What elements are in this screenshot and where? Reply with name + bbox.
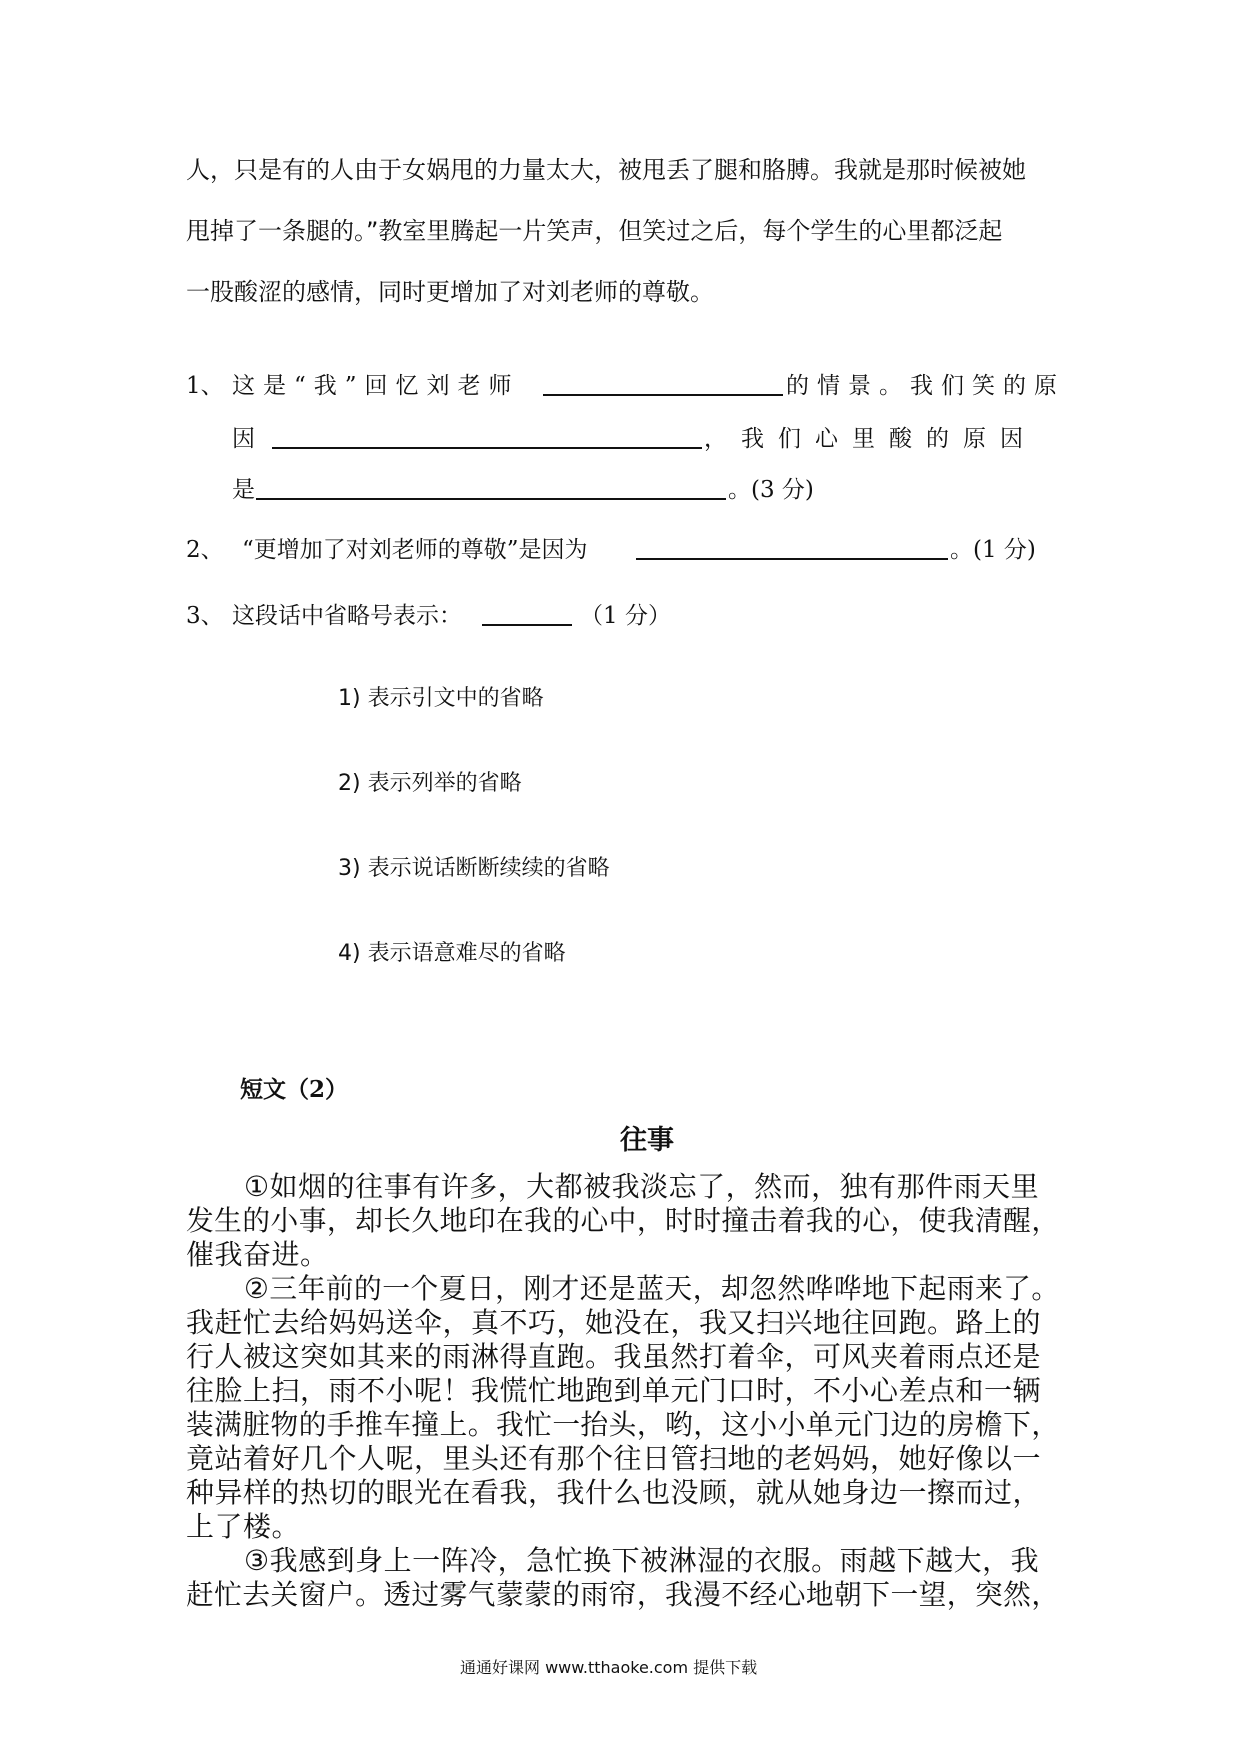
question-1-text-a: 这是“我”回忆刘老师 [232, 373, 520, 399]
question-3-score: （1 分） [580, 603, 671, 629]
story-line-5: 我赶忙去给妈妈送伞，真不巧，她没在，我又扫兴地往回跑。路上的 [186, 1306, 1042, 1339]
story-line-3: 催我奋进。 [186, 1238, 329, 1271]
passage1-line-1: 人，只是有的人由于女娲甩的力量太大，被甩丢了腿和胳膊。我就是那时候被她 [186, 156, 1026, 184]
question-1-blank-3[interactable] [256, 474, 726, 500]
question-1-number: 1、 [186, 373, 224, 399]
story-line-1: ①如烟的往事有许多，大都被我淡忘了，然而，独有那件雨天里 [244, 1170, 1040, 1203]
question-3-number: 3、 [186, 603, 224, 629]
option-2: 2) 表示列举的省略 [338, 771, 522, 796]
story-line-7: 往脸上扫，雨不小呢！我慌忙地跑到单元门口时，不小心差点和一辆 [186, 1374, 1042, 1407]
question-2-blank[interactable] [636, 534, 948, 560]
story-line-2: 发生的小事，却长久地印在我的心中，时时撞击着我的心，使我清醒， [186, 1204, 1060, 1237]
question-2-score: 。(1 分) [950, 537, 1036, 563]
story-line-10: 种异样的热切的眼光在看我，我什么也没顾，就从她身边一擦而过， [186, 1476, 1042, 1509]
story-line-13: 赶忙去关窗户。透过雾气蒙蒙的雨帘，我漫不经心地朝下一望，突然， [186, 1578, 1060, 1611]
question-1-blank-2[interactable] [272, 423, 702, 449]
story-line-8: 装满脏物的手推车撞上。我忙一抬头，哟，这小小单元门边的房檐下， [186, 1408, 1060, 1441]
story-line-9: 竟站着好几个人呢，里头还有那个往日管扫地的老妈妈，她好像以一 [186, 1442, 1042, 1475]
question-1-text-e: 是 [232, 477, 255, 503]
option-4: 4) 表示语意难尽的省略 [338, 941, 566, 966]
section-heading: 短文（2） [240, 1076, 349, 1103]
story-line-4: ②三年前的一个夏日，刚才还是蓝天，却忽然哗哗地下起雨来了。 [244, 1272, 1060, 1305]
question-1-score: 。(3 分) [728, 477, 814, 503]
question-1-text-c: 因 [232, 426, 255, 452]
story-line-11: 上了楼。 [186, 1510, 301, 1543]
question-1-text-d: ，我们心里酸的原因 [704, 426, 1037, 452]
page-footer: 通通好课网 www.tthaoke.com 提供下载 [460, 1658, 758, 1677]
question-1-text-b: 的情景。我们笑的原 [786, 373, 1065, 399]
story-title: 往事 [620, 1125, 674, 1156]
option-1: 1) 表示引文中的省略 [338, 686, 544, 711]
question-2-number: 2、 [186, 537, 224, 563]
story-line-6: 行人被这突如其来的雨淋得直跑。我虽然打着伞，可风夹着雨点还是 [186, 1340, 1042, 1373]
passage1-line-2: 甩掉了一条腿的。”教室里腾起一片笑声，但笑过之后，每个学生的心里都泛起 [186, 217, 1003, 245]
passage1-line-3: 一股酸涩的感情，同时更增加了对刘老师的尊敬。 [186, 278, 714, 306]
question-3-text-a: 这段话中省略号表示： [232, 603, 462, 629]
question-1-blank-1[interactable] [543, 370, 783, 396]
question-2-text-a: “更增加了对刘老师的尊敬”是因为 [242, 537, 588, 563]
story-line-12: ③我感到身上一阵冷，急忙换下被淋湿的衣服。雨越下越大，我 [244, 1544, 1040, 1577]
question-3-blank[interactable] [482, 600, 572, 626]
option-3: 3) 表示说话断断续续的省略 [338, 856, 610, 881]
